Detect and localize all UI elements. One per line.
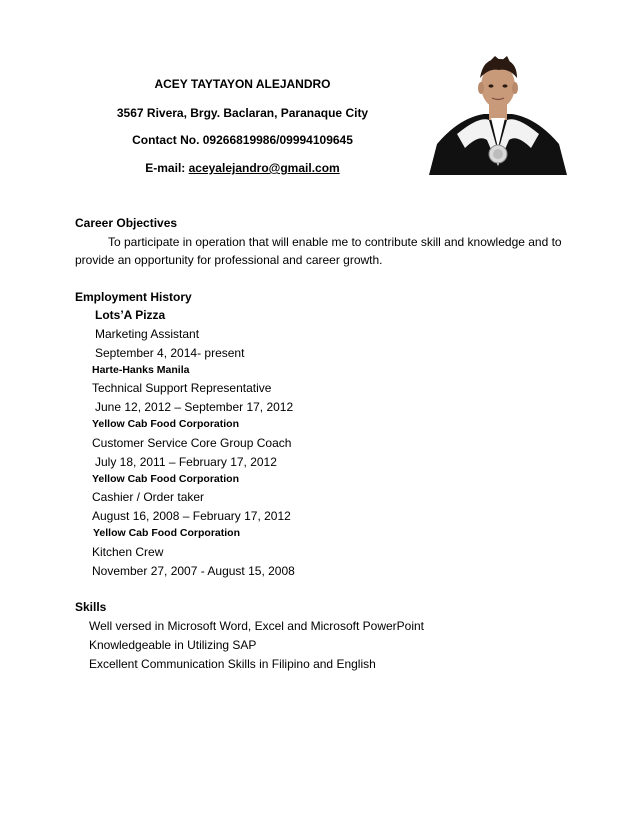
job-2-dates: June 12, 2012 – September 17, 2012 bbox=[95, 400, 294, 414]
email-label: E-mail: bbox=[145, 161, 189, 175]
job-4-dates: August 16, 2008 – February 17, 2012 bbox=[92, 509, 291, 523]
skill-item: Excellent Communication Skills in Filipino and English bbox=[89, 657, 376, 671]
job-1-title: Marketing Assistant bbox=[95, 327, 200, 341]
employment-history-heading: Employment History bbox=[75, 290, 192, 304]
address-line: 3567 Rivera, Brgy. Baclaran, Paranaque City bbox=[116, 106, 369, 120]
job-4-title: Cashier / Order taker bbox=[92, 490, 205, 504]
career-objective-line-1: To participate in operation that will enable me to contribute skill and knowledge and to bbox=[108, 235, 562, 249]
skill-item: Well versed in Microsoft Word, Excel and Microsoft PowerPoint bbox=[89, 619, 425, 633]
skills-heading: Skills bbox=[75, 600, 107, 614]
graduation-portrait-photo bbox=[429, 56, 567, 175]
job-3-dates: July 18, 2011 – February 17, 2012 bbox=[95, 455, 277, 469]
applicant-name: ACEY TAYTAYON ALEJANDRO bbox=[154, 77, 331, 91]
job-5-title: Kitchen Crew bbox=[92, 545, 164, 559]
job-5-dates: November 27, 2007 - August 15, 2008 bbox=[92, 564, 295, 578]
contact-line: Contact No. 09266819986/09994109645 bbox=[132, 133, 353, 147]
job-4-company: Yellow Cab Food Corporation bbox=[92, 473, 239, 485]
job-2-title: Technical Support Representative bbox=[92, 381, 272, 395]
email-line bbox=[0, 161, 485, 175]
graduation-portrait-icon bbox=[429, 56, 567, 175]
job-3-company: Yellow Cab Food Corporation bbox=[92, 418, 239, 430]
career-objective-line-2: provide an opportunity for professional and career growth. bbox=[75, 253, 383, 267]
job-3-title: Customer Service Core Group Coach bbox=[92, 436, 292, 450]
job-1-company: Lots’A Pizza bbox=[95, 308, 166, 322]
job-1-dates: September 4, 2014- present bbox=[95, 346, 245, 360]
job-5-company: Yellow Cab Food Corporation bbox=[93, 527, 240, 539]
career-objectives-heading: Career Objectives bbox=[75, 216, 178, 230]
skill-item: Knowledgeable in Utilizing SAP bbox=[89, 638, 257, 652]
email-link[interactable]: aceyalejandro@gmail.com bbox=[188, 161, 340, 175]
job-2-company: Harte-Hanks Manila bbox=[92, 364, 190, 376]
